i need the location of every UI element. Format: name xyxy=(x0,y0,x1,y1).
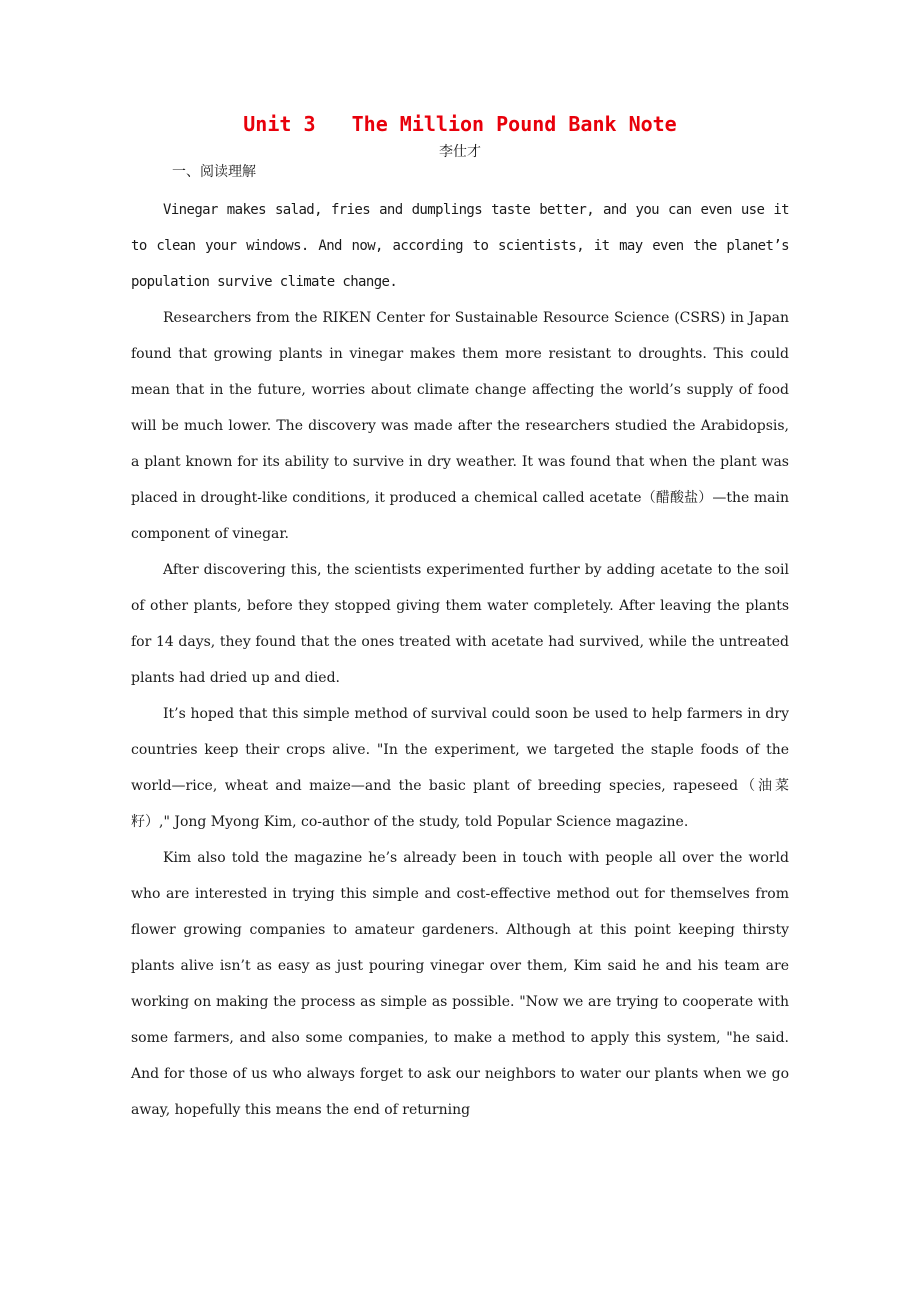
document-title: Unit 3 The Million Pound Bank Note xyxy=(243,112,677,136)
paragraph-5: Kim also told the magazine he’s already been in touch with people all over the world who are interested in trying this simple and cost-effective method out for themselves from flower growing companies to amateur gardeners. Although at this point keeping thirsty plants alive isn’t as easy as just pouring vinegar over them, Kim said he and his team are working on making the process as simple as possible. "Now we are trying to cooperate with some farmers, and also some companies, to make a method to apply this system, "he said. And for those of us who always forget to ask our neighbors to water our plants when we go away, hopefully this means the end of returning xyxy=(131,850,789,1118)
paragraph-2: Researchers from the RIKEN Center for Sustainable Resource Science (CSRS) in Japan found that growing plants in vinegar makes them more resistant to droughts. This could mean that in the future, worries about climate change affecting the world’s supply of food will be much lower. The discovery was made after the researchers studied the Arabidopsis, a plant known for its ability to survive in dry weather. It was found that when the plant was placed in drought-like conditions, it produced a chemical called acetate（醋酸盐）—the main component of vinegar. xyxy=(131,310,789,542)
paragraph-4: It’s hoped that this simple method of survival could soon be used to help farmers in dry countries keep their crops alive. "In the experiment, we targeted the staple foods of the world—rice, wheat and maize—and the basic plant of breeding species, rapeseed（油菜籽）," Jong Myong Kim, co-author of the study, told Popular Science magazine. xyxy=(131,706,789,830)
author-name: 李仕才 xyxy=(439,144,481,160)
paragraph-3: After discovering this, the scientists experimented further by adding acetate to the soil of other plants, before they stopped giving them water completely. After leaving the plants for 14 days, they found that the ones treated with acetate had survived, while the untreated plants had dried up and died. xyxy=(131,562,789,686)
passage xyxy=(131,192,789,1128)
section-heading: 一、阅读理解 xyxy=(172,164,256,180)
paragraph-1: Vinegar makes salad, fries and dumplings taste better, and you can even use it to clean your windows. And now, according to scientists, it may even the planet’s population survive climate change. xyxy=(131,202,789,290)
